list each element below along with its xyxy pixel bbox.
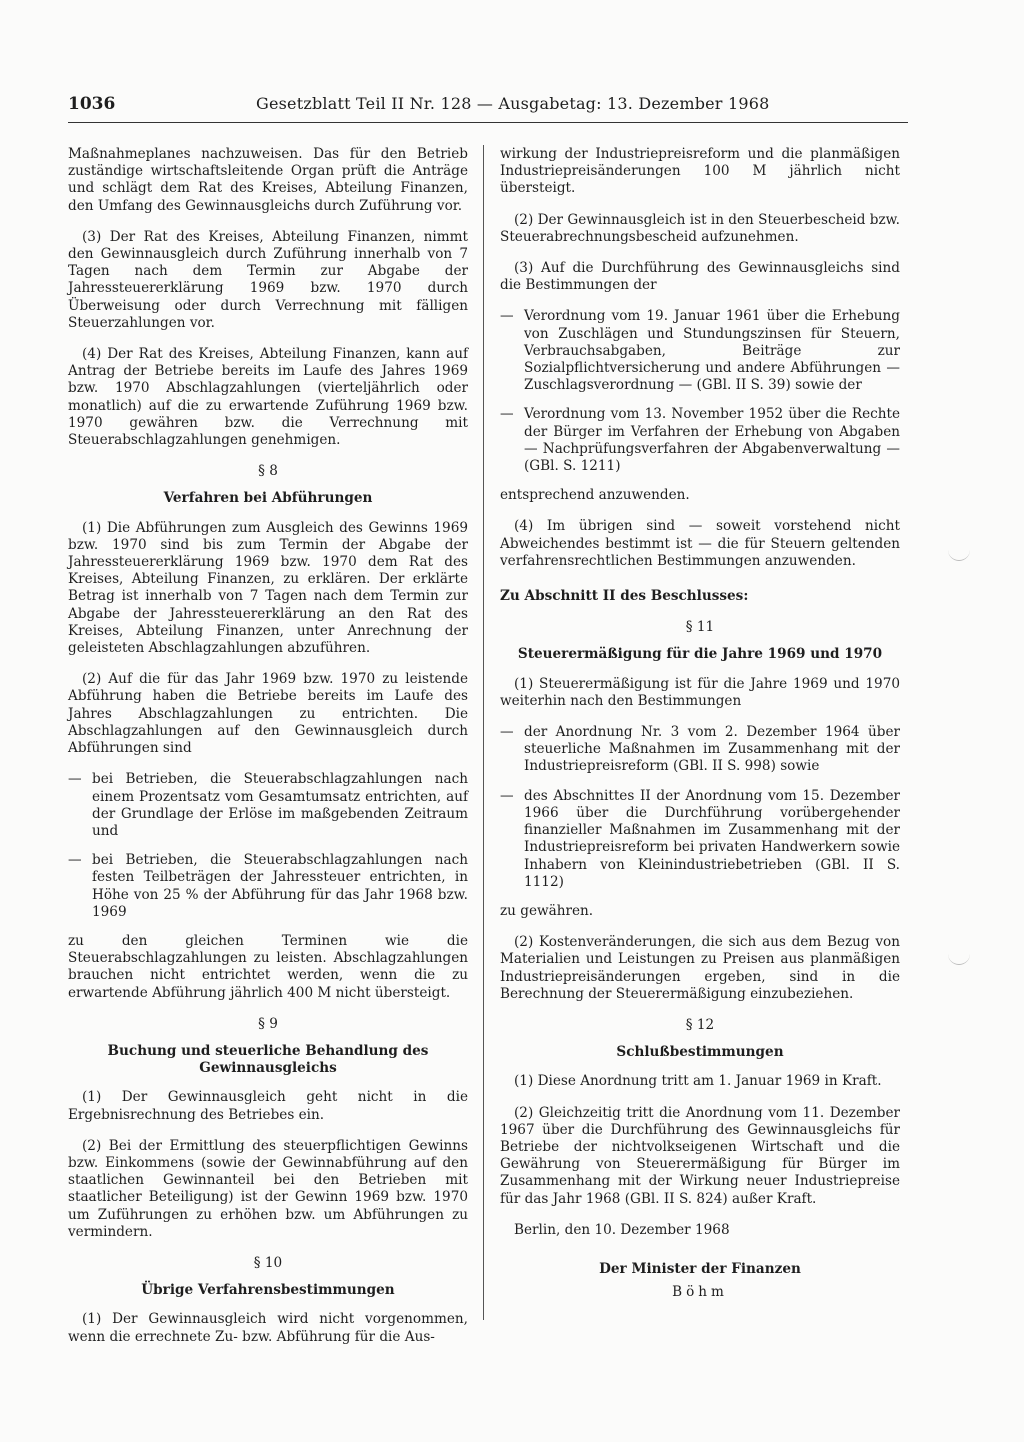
margin-mark [948,548,970,561]
signer-title: Der Minister der Finanzen [599,1260,801,1277]
list-item [500,788,900,891]
list-item-text: des Abschnittes II der Anordnung vom 15. Dezember 1966 über die Durchführung vorübergehender finanzieller Maßnahmen im Zusammenhang mit der Industriepreisreform bei privaten Handwerkern sowie Inhabern von Kleinindustriebetrieben (GBl. II S. 1112) [524,787,900,890]
section-title-11: Steuerermäßigung für die Jahre 1969 und 1970 [517,646,883,663]
list-item-text: bei Betrieben, die Steuerabschlagzahlungen nach festen Teilbeträgen der Jahressteuer entrichten, in Höhe von 25 % der Abführung für das Jahr 1968 bzw. 1969 [92,852,468,920]
paragraph: (2) Bei der Ermittlung des steuerpflichtigen Gewinns bzw. Einkommens (sowie der Gewinnabführung auf den staatlichen Gewinnanteil bei den Betrieben mit staatlicher Beteiligung) ist der Gewinn 1969 bzw. 1970 um Zuführungen zu erhöhen bzw. um Abführungen zu vermindern. [68,1137,468,1240]
paragraph: wirkung der Industriepreisreform und die planmäßigen Industriepreisänderungen 100 M jährlich nicht übersteigt. [500,146,900,197]
paragraph: (2) Gleichzeitig tritt die Anordnung vom 11. Dezember 1967 über die Durchführung des Gewinnausgleichs für Betriebe der nichtvolkseigenen Wirtschaft und die Gewährung von Steuerermäßigung für Bürger im Zusammenhang mit der Wirkung neuer Industriepreise für das Jahr 1968 (GBl. II S. 824) außer Kraft. [500,1104,900,1207]
section-title-12: Schlußbestimmungen [616,1044,784,1061]
list-item [68,852,468,921]
date-line: Berlin, den 10. Dezember 1968 [514,1221,730,1238]
paragraph: zu den gleichen Terminen wie die Steuerabschlagzahlungen zu leisten. Abschlagzahlungen brauchen nicht entrichtet werden, wenn die zu erwartende Abführung jährlich 400 M nicht übersteigt. [68,932,468,1001]
paragraph: entsprechend anzuwenden. [500,487,690,504]
list-item [500,406,900,475]
margin-mark [948,952,970,965]
page-header [68,92,908,123]
dash-marker: — [500,406,514,423]
paragraph: (3) Der Rat des Kreises, Abteilung Finanzen, nimmt den Gewinnausgleich durch Zuführung innerhalb von 7 Tagen nach dem Termin zur Abgabe der Jahressteuererklärung 1969 bzw. 1970 durch Überweisung oder durch Verrechnung mit fälligen Steuerzahlungen vor. [68,228,468,331]
section-number-11: § 11 [685,619,715,636]
section-number-8: § 8 [258,463,278,480]
section-number-10: § 10 [253,1254,283,1271]
section-number-9: § 9 [258,1015,278,1032]
list-item-text: bei Betrieben, die Steuerabschlagzahlungen nach einem Prozentsatz vom Gesamtumsatz entrichten, auf der Grundlage der Erlöse im maßgebenden Zeitraum und [92,771,468,839]
paragraph: zu gewähren. [500,902,594,919]
dash-marker: — [500,308,514,325]
section-number-12: § 12 [685,1016,715,1033]
section-title-9: Buchung und steuerliche Behandlung des Gewinnausgleichs [107,1042,429,1077]
paragraph: (1) Diese Anordnung tritt am 1. Januar 1969 in Kraft. [514,1073,882,1090]
header-title: Gesetzblatt Teil II Nr. 128 — Ausgabetag: 13. Dezember 1968 [256,94,770,113]
left-column [68,146,468,1360]
dash-marker: — [68,852,82,869]
paragraph: Maßnahmeplanes nachzuweisen. Das für den Betrieb zuständige wirtschaftsleitende Organ prüft die Anträge und schlägt dem Rat des Kreises, Abteilung Finanzen, den Umfang des Gewinnausgleichs durch Zuführung vor. [68,146,468,214]
paragraph: (1) Der Gewinnausgleich geht nicht in die Ergebnisrechnung des Betriebes ein. [68,1089,468,1123]
part-heading: Zu Abschnitt II des Beschlusses: [500,588,749,605]
paragraph: (4) Im übrigen sind — soweit vorstehend nicht Abweichendes bestimmt ist — die für Steuern geltenden verfahrensrechtlichen Bestimmungen anzuwenden. [500,518,900,569]
paragraph: (1) Der Gewinnausgleich wird nicht vorgenommen, wenn die errechnete Zu- bzw. Abführung für die Aus- [68,1311,468,1345]
section-title-10: Übrige Verfahrensbestimmungen [141,1282,395,1299]
dash-marker: — [500,787,514,804]
paragraph: (1) Die Abführungen zum Ausgleich des Gewinns 1969 bzw. 1970 sind bis zum Termin der Abgabe der Jahressteuererklärung 1969 bzw. 1970 dem Rat des Kreises, Abteilung Finanzen, zu erklären. Der erklärte Betrag ist innerhalb von 7 Tagen nach dem Termin zur Abgabe der Jahressteuererklärung an den Rat des Kreises, Abteilung Finanzen, unter Anrechnung der geleisteten Abschlagzahlungen abzuführen. [68,519,468,657]
paragraph: (2) Der Gewinnausgleich ist in den Steuerbescheid bzw. Steuerabrechnungsbescheid aufzunehmen. [500,211,900,245]
dash-marker: — [68,771,82,788]
paragraph: (1) Steuerermäßigung ist für die Jahre 1969 und 1970 weiterhin nach den Bestimmungen [500,675,900,709]
paragraph: (4) Der Rat des Kreises, Abteilung Finanzen, kann auf Antrag der Betriebe bereits im Laufe des Jahres 1969 bzw. 1970 Abschlagzahlungen (vierteljährlich oder monatlich) auf die zu erwartende Zuführung 1969 bzw. 1970 gewähren bzw. die Verrechnung mit Steuerabschlagzahlungen genehmigen. [68,346,468,449]
section-title-8: Verfahren bei Abführungen [163,490,373,507]
right-column [500,146,900,1301]
signer-name: Böhm [672,1284,728,1301]
dash-marker: — [500,724,514,741]
paragraph: (2) Auf die für das Jahr 1969 bzw. 1970 zu leistende Abführung haben die Betriebe bereits im Laufe des Jahres Abschlagzahlungen zu entrichten. Die Abschlagzahlungen auf den Gewinnausgleich durch Abführungen sind [68,671,468,757]
list-item [500,308,900,394]
list-item-text: Verordnung vom 13. November 1952 über die Rechte der Bürger im Verfahren der Erhebung von Abgaben — Nachprüfungsverfahren der Abgabenverwaltung — (GBl. S. 1211) [524,406,900,475]
list-item [68,771,468,840]
list-item-text: der Anordnung Nr. 3 vom 2. Dezember 1964 über steuerliche Maßnahmen im Zusammenhang mit der Industriepreisreform (GBl. II S. 998) sowie [524,724,900,775]
page-number: 1036 [68,94,116,114]
list-item [500,724,900,776]
column-divider [483,145,484,1320]
paragraph: (3) Auf die Durchführung des Gewinnausgleichs sind die Bestimmungen der [500,260,900,294]
paragraph: (2) Kostenveränderungen, die sich aus dem Bezug von Materialien und Leistungen zu Preisen aus planmäßigen Industriepreisänderungen ergeben, sind in die Berechnung der Steuerermäßigung einzubeziehen. [500,934,900,1002]
list-item-text: Verordnung vom 19. Januar 1961 über die Erhebung von Zuschlägen und Stundungszinsen für Steuern, Verbrauchsabgaben, Beiträge zur Sozialpflichtversicherung und andere Abführungen — Zuschlagsverordnung — (GBl. II S. 39) sowie der [524,308,900,394]
